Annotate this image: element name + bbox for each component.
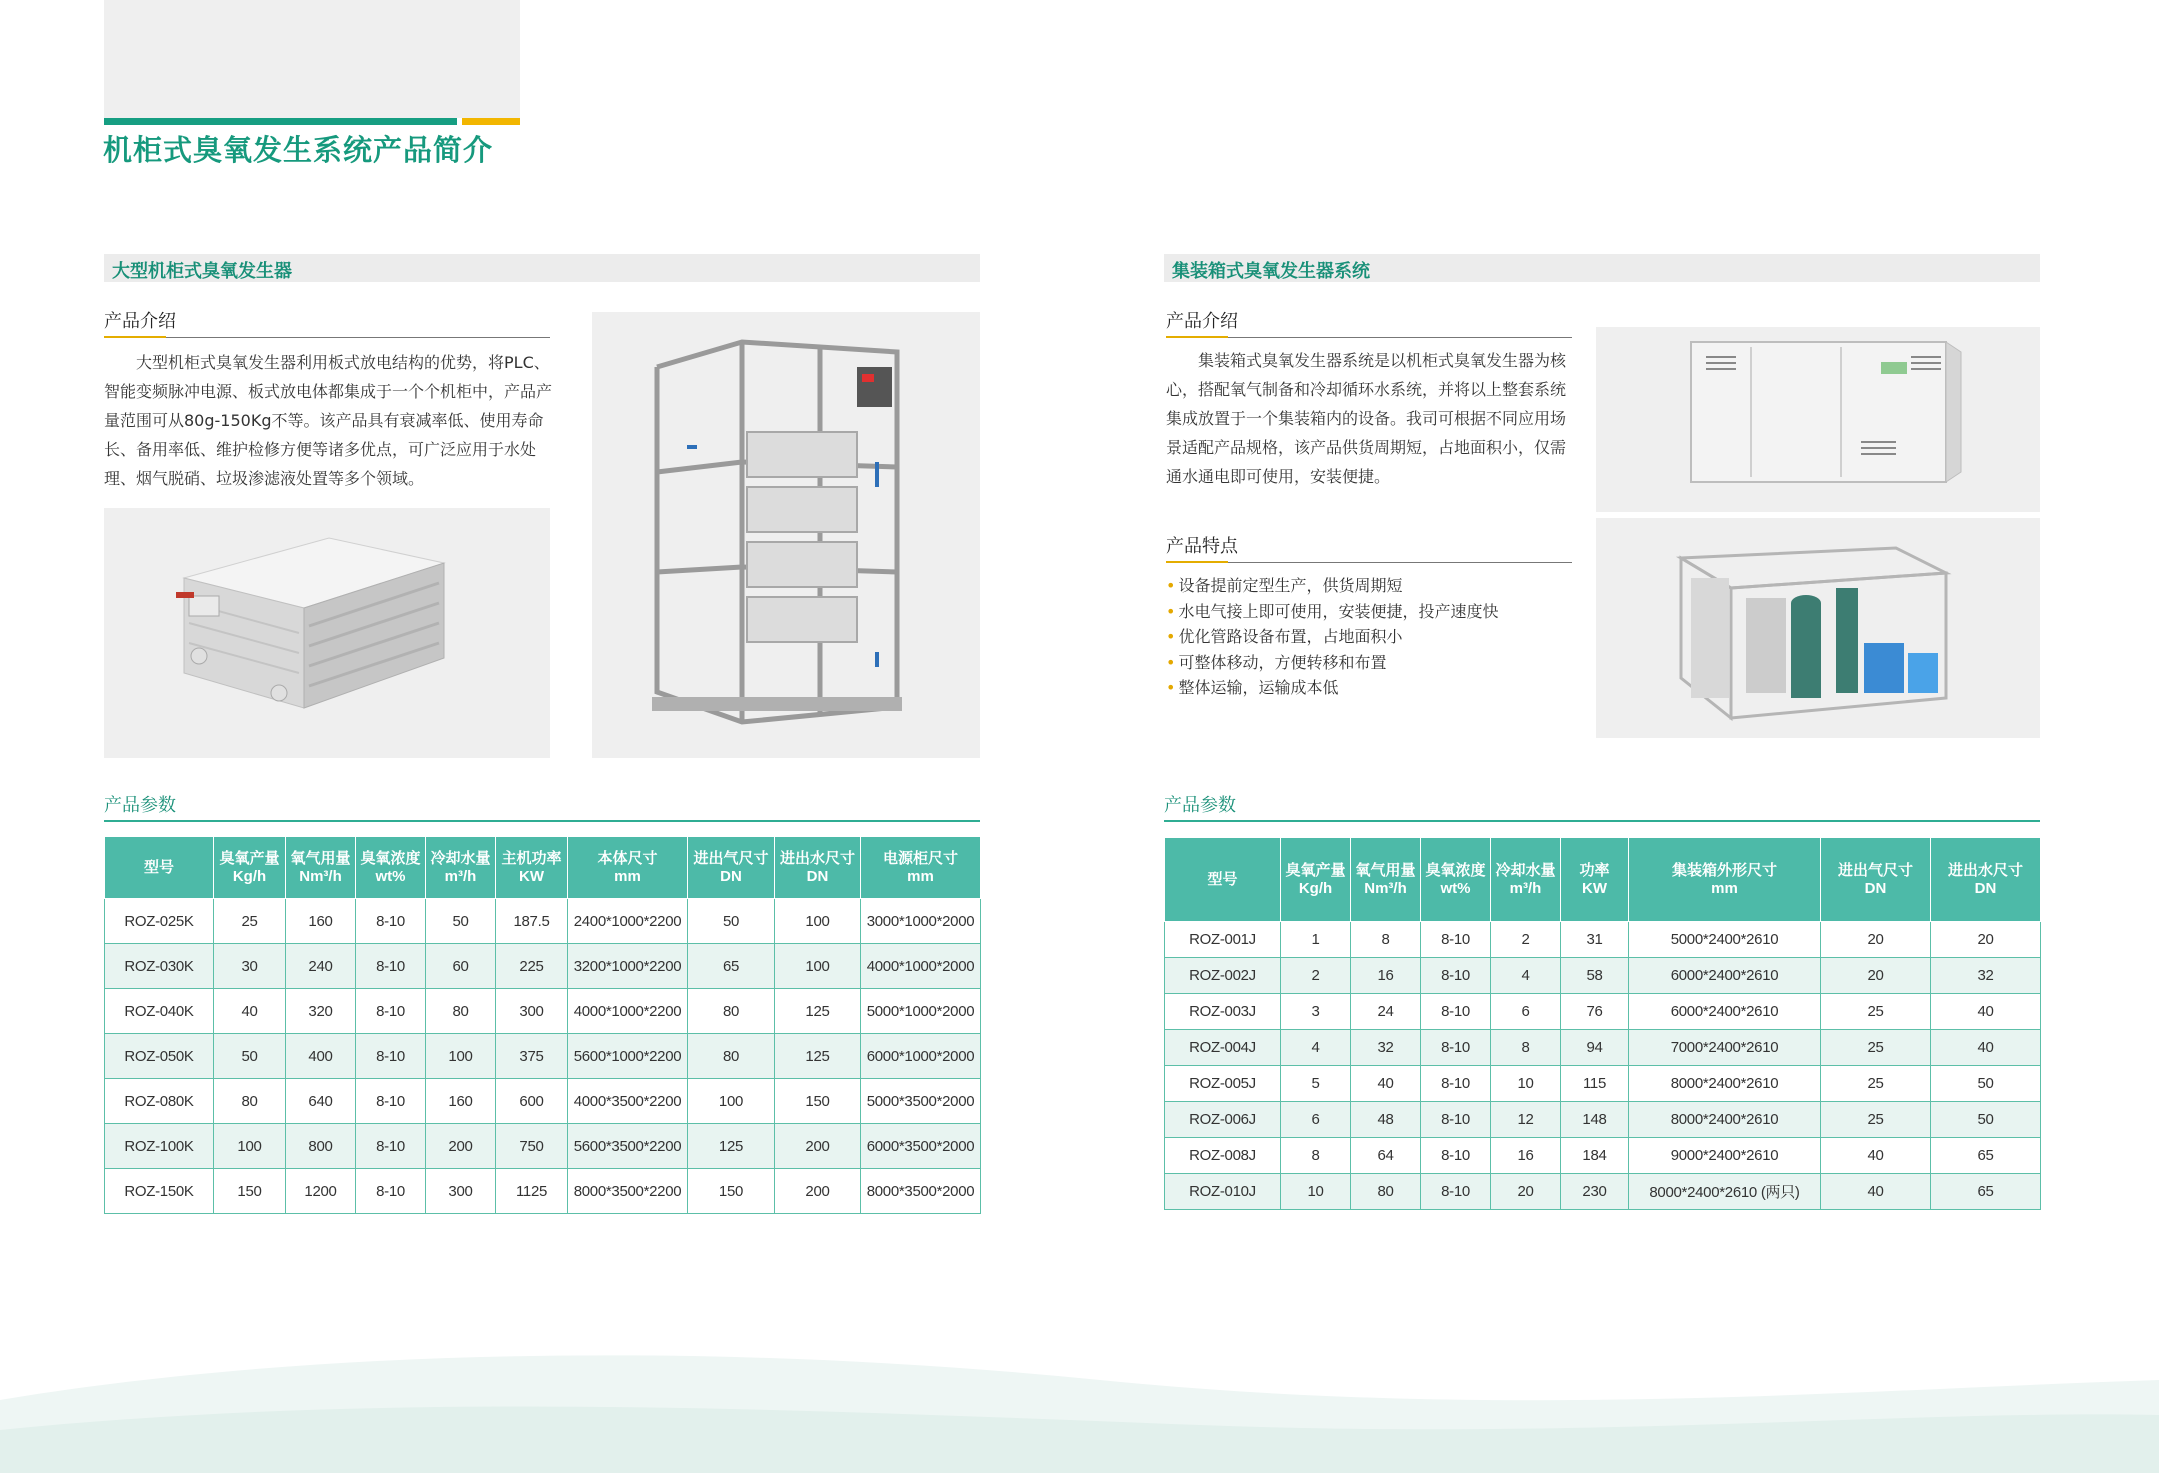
- table-cell: 184: [1561, 1138, 1629, 1174]
- table-row: [105, 1124, 981, 1169]
- bullet-dot-icon: •: [1166, 652, 1176, 672]
- table-cell: 50: [688, 899, 775, 944]
- table-cell: 25: [214, 899, 286, 944]
- table-cell: 400: [286, 1034, 356, 1079]
- table-cell: 48: [1351, 1102, 1421, 1138]
- column-header: 臭氧浓度 wt%: [1421, 838, 1491, 922]
- table-cell: 31: [1561, 922, 1629, 958]
- header-accent-bar: [104, 118, 457, 125]
- left-intro-heading: 产品介绍: [104, 311, 176, 332]
- table-cell: 50: [1931, 1102, 2041, 1138]
- bullet-dot-icon: •: [1166, 627, 1176, 646]
- column-header: 臭氧产量 Kg/h: [214, 837, 286, 899]
- table-cell: ROZ-030K: [105, 944, 214, 989]
- table-cell: 50: [214, 1034, 286, 1079]
- table-row: [1165, 958, 2041, 994]
- column-header: 臭氧浓度 wt%: [356, 837, 426, 899]
- table-cell: 65: [1931, 1174, 2041, 1210]
- features-list: [1166, 573, 1498, 701]
- table-cell: 225: [496, 944, 568, 989]
- table-cell: 8-10: [1421, 994, 1491, 1030]
- column-header: 进出气尺寸 DN: [1821, 838, 1931, 922]
- table-cell: 40: [1821, 1174, 1931, 1210]
- table-cell: ROZ-004J: [1165, 1030, 1281, 1066]
- table-cell: 8: [1491, 1030, 1561, 1066]
- table-cell: 8-10: [356, 989, 426, 1034]
- table-cell: 160: [426, 1079, 496, 1124]
- table-cell: 3000*1000*2000: [861, 899, 981, 944]
- table-cell: ROZ-010J: [1165, 1174, 1281, 1210]
- table-row: [105, 1169, 981, 1214]
- column-header: 型号: [105, 837, 214, 899]
- right-spec-table: [1164, 837, 2041, 1210]
- table-cell: 148: [1561, 1102, 1629, 1138]
- bullet-dot-icon: •: [1166, 601, 1176, 621]
- table-cell: 65: [1931, 1138, 2041, 1174]
- table-cell: 6000*1000*2000: [861, 1034, 981, 1079]
- right-features-heading: 产品特点: [1166, 536, 1238, 557]
- table-cell: 58: [1561, 958, 1629, 994]
- table-cell: 40: [1931, 1030, 2041, 1066]
- column-header: 集装箱外形尺寸 mm: [1629, 838, 1821, 922]
- table-cell: 1125: [496, 1169, 568, 1214]
- footer-wave: [0, 1340, 2159, 1473]
- table-row: [1165, 922, 2041, 958]
- left-intro-text: 大型机柜式臭氧发生器利用板式放电结构的优势，将PLC、智能变频脉冲电源、板式放电体都集成于一个个机柜中，产品产量范围可从80g-150Kg不等。该产品具有衰减率低、使用寿命长、备用率低、维护检修方便等诸多优点，可广泛应用于水处理、烟气脱硝、垃圾渗滤液处置等多个领域。: [104, 353, 553, 488]
- left-params-heading: 产品参数: [104, 795, 176, 816]
- table-cell: 6000*2400*2610: [1629, 958, 1821, 994]
- right-intro-mark: [1166, 336, 1228, 338]
- table-cell: 25: [1821, 994, 1931, 1030]
- table-cell: 20: [1491, 1174, 1561, 1210]
- table-cell: 100: [426, 1034, 496, 1079]
- table-cell: 200: [426, 1124, 496, 1169]
- table-cell: 8-10: [356, 1169, 426, 1214]
- table-cell: 12: [1491, 1102, 1561, 1138]
- table-row: [1165, 1102, 2041, 1138]
- table-cell: 80: [688, 989, 775, 1034]
- table-cell: 6000*3500*2000: [861, 1124, 981, 1169]
- table-cell: 5000*2400*2610: [1629, 922, 1821, 958]
- table-cell: 32: [1931, 958, 2041, 994]
- table-cell: 16: [1351, 958, 1421, 994]
- left-intro-mark: [104, 336, 166, 338]
- table-cell: 150: [688, 1169, 775, 1214]
- header-accent-bar-yellow: [462, 118, 520, 125]
- table-cell: 125: [775, 1034, 861, 1079]
- table-cell: 20: [1931, 922, 2041, 958]
- table-cell: 4000*3500*2200: [568, 1079, 688, 1124]
- feature-item: • 优化管路设备布置，占地面积小: [1166, 627, 1403, 646]
- column-header: 主机功率 KW: [496, 837, 568, 899]
- right-features-mark: [1166, 561, 1228, 563]
- table-cell: 5000*1000*2000: [861, 989, 981, 1034]
- table-cell: 65: [688, 944, 775, 989]
- table-cell: ROZ-050K: [105, 1034, 214, 1079]
- table-cell: 8-10: [1421, 1174, 1491, 1210]
- column-header: 型号: [1165, 838, 1281, 922]
- table-cell: 40: [1351, 1066, 1421, 1102]
- table-cell: 8-10: [356, 899, 426, 944]
- table-cell: 200: [775, 1124, 861, 1169]
- right-section-title: 集装箱式臭氧发生器系统: [1172, 261, 1370, 282]
- left-intro-underline: [104, 337, 550, 338]
- left-section-title: 大型机柜式臭氧发生器: [112, 261, 292, 282]
- table-cell: 150: [214, 1169, 286, 1214]
- table-header-row: [105, 837, 981, 899]
- table-cell: 2: [1491, 922, 1561, 958]
- table-cell: ROZ-006J: [1165, 1102, 1281, 1138]
- column-header: 冷却水量 m³/h: [1491, 838, 1561, 922]
- table-cell: 40: [1931, 994, 2041, 1030]
- container-interior-image: [1596, 518, 2040, 738]
- table-cell: 100: [775, 944, 861, 989]
- table-cell: 20: [1821, 958, 1931, 994]
- table-cell: 4000*1000*2200: [568, 989, 688, 1034]
- table-cell: 94: [1561, 1030, 1629, 1066]
- table-row: [1165, 1138, 2041, 1174]
- table-cell: 2: [1281, 958, 1351, 994]
- table-cell: 125: [775, 989, 861, 1034]
- table-row: [105, 1079, 981, 1124]
- container-exterior-image: [1596, 327, 2040, 512]
- table-cell: 600: [496, 1079, 568, 1124]
- table-cell: 8-10: [356, 1079, 426, 1124]
- right-params-underline: [1164, 820, 2040, 822]
- table-cell: 8000*2400*2610 (两只): [1629, 1174, 1821, 1210]
- table-cell: 76: [1561, 994, 1629, 1030]
- table-row: [105, 1034, 981, 1079]
- feature-item: • 整体运输，运输成本低: [1166, 678, 1339, 697]
- right-section-bar: [1164, 254, 2040, 282]
- table-cell: ROZ-001J: [1165, 922, 1281, 958]
- column-header: 氧气用量 Nm³/h: [1351, 838, 1421, 922]
- table-cell: ROZ-100K: [105, 1124, 214, 1169]
- table-cell: 8000*2400*2610: [1629, 1066, 1821, 1102]
- cabinet-image: [592, 312, 980, 758]
- table-cell: 25: [1821, 1102, 1931, 1138]
- table-cell: 8-10: [356, 1034, 426, 1079]
- column-header: 本体尺寸 mm: [568, 837, 688, 899]
- table-cell: 160: [286, 899, 356, 944]
- table-cell: 25: [1821, 1066, 1931, 1102]
- table-cell: 5600*1000*2200: [568, 1034, 688, 1079]
- table-cell: 200: [775, 1169, 861, 1214]
- column-header: 氧气用量 Nm³/h: [286, 837, 356, 899]
- bullet-dot-icon: •: [1166, 576, 1176, 595]
- table-cell: 8-10: [1421, 1030, 1491, 1066]
- table-cell: 240: [286, 944, 356, 989]
- table-cell: 50: [1931, 1066, 2041, 1102]
- header-block: [104, 0, 520, 118]
- column-header: 进出水尺寸 DN: [1931, 838, 2041, 922]
- table-cell: 20: [1821, 922, 1931, 958]
- table-cell: 8: [1281, 1138, 1351, 1174]
- table-cell: 60: [426, 944, 496, 989]
- table-row: [1165, 1174, 2041, 1210]
- page-title: 机柜式臭氧发生系统产品简介: [103, 133, 494, 167]
- table-cell: ROZ-025K: [105, 899, 214, 944]
- table-cell: ROZ-040K: [105, 989, 214, 1034]
- table-cell: 6000*2400*2610: [1629, 994, 1821, 1030]
- table-cell: 10: [1281, 1174, 1351, 1210]
- table-cell: 2400*1000*2200: [568, 899, 688, 944]
- table-cell: 8-10: [1421, 1066, 1491, 1102]
- table-cell: 8000*2400*2610: [1629, 1102, 1821, 1138]
- table-cell: 8000*3500*2200: [568, 1169, 688, 1214]
- table-cell: 5600*3500*2200: [568, 1124, 688, 1169]
- table-cell: ROZ-008J: [1165, 1138, 1281, 1174]
- table-row: [105, 944, 981, 989]
- table-cell: 125: [688, 1124, 775, 1169]
- table-header-row: [1165, 838, 2041, 922]
- feature-item: • 可整体移动，方便转移和布置: [1166, 652, 1387, 672]
- table-cell: 8-10: [356, 1124, 426, 1169]
- feature-item: • 水电气接上即可使用，安装便捷，投产速度快: [1166, 601, 1499, 621]
- table-cell: 5000*3500*2000: [861, 1079, 981, 1124]
- table-cell: 230: [1561, 1174, 1629, 1210]
- table-cell: 25: [1821, 1030, 1931, 1066]
- table-cell: 640: [286, 1079, 356, 1124]
- table-cell: 16: [1491, 1138, 1561, 1174]
- column-header: 冷却水量 m³/h: [426, 837, 496, 899]
- table-cell: ROZ-003J: [1165, 994, 1281, 1030]
- table-cell: 80: [688, 1034, 775, 1079]
- table-cell: 6: [1281, 1102, 1351, 1138]
- table-cell: 800: [286, 1124, 356, 1169]
- table-cell: 100: [775, 899, 861, 944]
- table-row: [1165, 994, 2041, 1030]
- table-cell: ROZ-080K: [105, 1079, 214, 1124]
- table-cell: 8-10: [1421, 922, 1491, 958]
- table-cell: 30: [214, 944, 286, 989]
- table-cell: 8-10: [1421, 1102, 1491, 1138]
- table-cell: 300: [426, 1169, 496, 1214]
- table-row: [105, 989, 981, 1034]
- table-row: [1165, 1030, 2041, 1066]
- table-cell: 8-10: [1421, 1138, 1491, 1174]
- feature-item: • 设备提前定型生产，供货周期短: [1166, 576, 1403, 595]
- table-row: [105, 899, 981, 944]
- table-cell: ROZ-150K: [105, 1169, 214, 1214]
- right-intro-heading: 产品介绍: [1166, 311, 1238, 332]
- table-cell: 24: [1351, 994, 1421, 1030]
- table-cell: 64: [1351, 1138, 1421, 1174]
- table-cell: 4000*1000*2000: [861, 944, 981, 989]
- table-cell: 100: [688, 1079, 775, 1124]
- ozone-module-image: [104, 508, 550, 758]
- bullet-dot-icon: •: [1166, 678, 1176, 697]
- table-cell: 80: [426, 989, 496, 1034]
- table-cell: 50: [426, 899, 496, 944]
- table-cell: 32: [1351, 1030, 1421, 1066]
- table-cell: 375: [496, 1034, 568, 1079]
- table-cell: 115: [1561, 1066, 1629, 1102]
- table-cell: 8-10: [1421, 958, 1491, 994]
- column-header: 进出水尺寸 DN: [775, 837, 861, 899]
- table-cell: 40: [1821, 1138, 1931, 1174]
- right-params-heading: 产品参数: [1164, 795, 1236, 816]
- table-cell: 750: [496, 1124, 568, 1169]
- table-row: [1165, 1066, 2041, 1102]
- table-cell: 1: [1281, 922, 1351, 958]
- table-cell: 100: [214, 1124, 286, 1169]
- left-spec-table: [104, 836, 981, 1214]
- table-cell: 3: [1281, 994, 1351, 1030]
- table-cell: 187.5: [496, 899, 568, 944]
- table-cell: 9000*2400*2610: [1629, 1138, 1821, 1174]
- table-cell: 40: [214, 989, 286, 1034]
- table-cell: 7000*2400*2610: [1629, 1030, 1821, 1066]
- left-params-underline: [104, 820, 980, 822]
- table-cell: ROZ-005J: [1165, 1066, 1281, 1102]
- table-cell: 80: [214, 1079, 286, 1124]
- table-cell: 10: [1491, 1066, 1561, 1102]
- table-cell: ROZ-002J: [1165, 958, 1281, 994]
- column-header: 进出气尺寸 DN: [688, 837, 775, 899]
- column-header: 电源柜尺寸 mm: [861, 837, 981, 899]
- table-cell: 6: [1491, 994, 1561, 1030]
- table-cell: 150: [775, 1079, 861, 1124]
- column-header: 臭氧产量 Kg/h: [1281, 838, 1351, 922]
- right-intro-text: 集装箱式臭氧发生器系统是以机柜式臭氧发生器为核心，搭配氧气制备和冷却循环水系统，并将以上整套系统集成放置于一个集装箱内的设备。我司可根据不同应用场景适配产品规格，该产品供货周期短，占地面积小，仅需通水通电即可使用，安装便捷。: [1166, 351, 1567, 486]
- table-cell: 4: [1491, 958, 1561, 994]
- table-cell: 80: [1351, 1174, 1421, 1210]
- table-cell: 5: [1281, 1066, 1351, 1102]
- table-cell: 300: [496, 989, 568, 1034]
- table-cell: 8000*3500*2000: [861, 1169, 981, 1214]
- table-cell: 3200*1000*2200: [568, 944, 688, 989]
- table-cell: 320: [286, 989, 356, 1034]
- left-section-bar: [104, 254, 980, 282]
- table-cell: 8-10: [356, 944, 426, 989]
- table-cell: 8: [1351, 922, 1421, 958]
- table-cell: 4: [1281, 1030, 1351, 1066]
- column-header: 功率 KW: [1561, 838, 1629, 922]
- table-cell: 1200: [286, 1169, 356, 1214]
